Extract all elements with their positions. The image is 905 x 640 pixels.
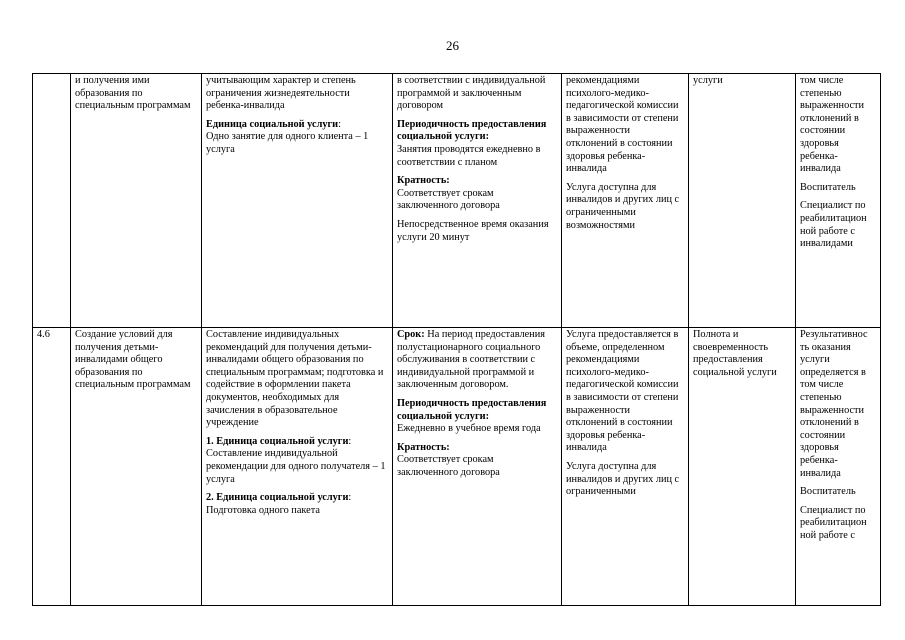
unit-block bbox=[206, 119, 388, 157]
multiplicity-block bbox=[397, 175, 557, 213]
period-text: Занятия проводятся ежедневно в соответствии с планом bbox=[397, 143, 541, 168]
period-title: Периодичность предоставления социальной услуги: bbox=[397, 118, 547, 143]
unit-text: Подготовка одного пакета bbox=[206, 504, 320, 516]
evaluation-text: Результативнос ть оказания услуги определяется в том числе степенью выраженности отклонений в состоянии здоровья ребенка-инвалида bbox=[800, 329, 868, 479]
content-text: Составление индивидуальных рекомендаций для получения детьми-инвалидами общего образования по специальным программам; подготовка и содействие в оформлении пакета документов, необходимых для зачисления в образовательное учреждение bbox=[206, 329, 384, 429]
cell-conditions bbox=[562, 328, 689, 606]
unit-colon: : bbox=[348, 435, 352, 447]
terms-text: в соответствии с индивидуальной программой и заключенным договором bbox=[397, 75, 546, 112]
period-text: Ежедневно в учебное время года bbox=[397, 423, 541, 435]
table-row bbox=[33, 328, 881, 606]
accessibility-text: Услуга доступна для инвалидов и других лиц с ограниченными bbox=[566, 460, 680, 498]
unit-colon: : bbox=[338, 118, 341, 130]
multiplicity-block bbox=[397, 442, 557, 480]
conditions-text: Услуга предоставляется в объеме, определенном рекомендациями психолого-медико-педагогической комиссии в зависимости от степени выраженности отклонений в состоянии здоровья ребенка-инвалида bbox=[566, 329, 679, 454]
unit-title: Единица социальной услуги bbox=[206, 118, 339, 130]
direct-time: Непосредственное время оказания услуги 20 минут bbox=[397, 218, 549, 243]
content-text: учитывающим характер и степень ограничения жизнедеятельности ребенка-инвалида bbox=[206, 75, 356, 112]
cell-service-content bbox=[202, 328, 393, 606]
cell-evaluation bbox=[796, 328, 881, 606]
responsible-educator: Воспитатель bbox=[800, 181, 856, 193]
cell-service-content bbox=[202, 74, 393, 328]
conditions-text: рекомендациями психолого-медико-педагогической комиссии в зависимости от степени выраженности отклонений в состоянии здоровья ребенка-инвалида bbox=[566, 75, 679, 175]
accessibility-text: Услуга доступна для инвалидов и других лиц с ограниченными возможностями bbox=[566, 181, 680, 231]
cell-number bbox=[33, 74, 71, 328]
cell-terms bbox=[393, 74, 562, 328]
term-block bbox=[397, 329, 557, 392]
cell-quality: услуги bbox=[689, 74, 796, 328]
multiplicity-title: Кратность: bbox=[397, 175, 450, 187]
cell-terms bbox=[393, 328, 562, 606]
multiplicity-text: Соответствует срокам заключенного договора bbox=[397, 187, 500, 212]
cell-quality: Полнота и своевременность предоставления социальной услуги bbox=[689, 328, 796, 606]
table-row bbox=[33, 74, 881, 328]
responsible-specialist: Специалист по реабилитацион ной работе с инвалидами bbox=[800, 200, 867, 250]
multiplicity-title: Кратность: bbox=[397, 441, 450, 453]
cell-service-name: Создание условий для получения детьми-инвалидами общего образования по специальным программам bbox=[71, 328, 202, 606]
unit-title: 2. Единица социальной услуги bbox=[206, 492, 349, 504]
unit-text: Составление индивидуальной рекомендации для одного получателя – 1 услуга bbox=[206, 448, 386, 485]
page-number: 26 bbox=[446, 38, 459, 53]
period-block bbox=[397, 119, 557, 169]
cell-evaluation bbox=[796, 74, 881, 328]
cell-service-name: и получения ими образования по специальным программам bbox=[71, 74, 202, 328]
responsible-specialist: Специалист по реабилитацион ной работе с bbox=[800, 504, 867, 541]
term-text: На период предоставления полустационарного социального обслуживания в соответствии с индивидуальной программой и заключенным договором. bbox=[397, 329, 545, 391]
term-title: Срок: bbox=[397, 329, 425, 340]
cell-number: 4.6 bbox=[33, 328, 71, 606]
multiplicity-text: Соответствует срокам заключенного договора bbox=[397, 454, 500, 478]
evaluation-text: том числе степенью выраженности отклонений в состоянии здоровья ребенка-инвалида bbox=[800, 75, 865, 175]
period-title: Периодичность предоставления социальной услуги: bbox=[397, 397, 547, 422]
unit-block-2 bbox=[206, 492, 388, 517]
unit-block-1 bbox=[206, 436, 388, 486]
unit-title: 1. Единица социальной услуги bbox=[206, 435, 349, 447]
services-table bbox=[32, 73, 881, 606]
unit-colon: : bbox=[348, 492, 352, 504]
cell-conditions bbox=[562, 74, 689, 328]
responsible-educator: Воспитатель bbox=[800, 486, 856, 498]
unit-text: Одно занятие для одного клиента – 1 услуга bbox=[206, 131, 369, 155]
period-block bbox=[397, 398, 557, 436]
